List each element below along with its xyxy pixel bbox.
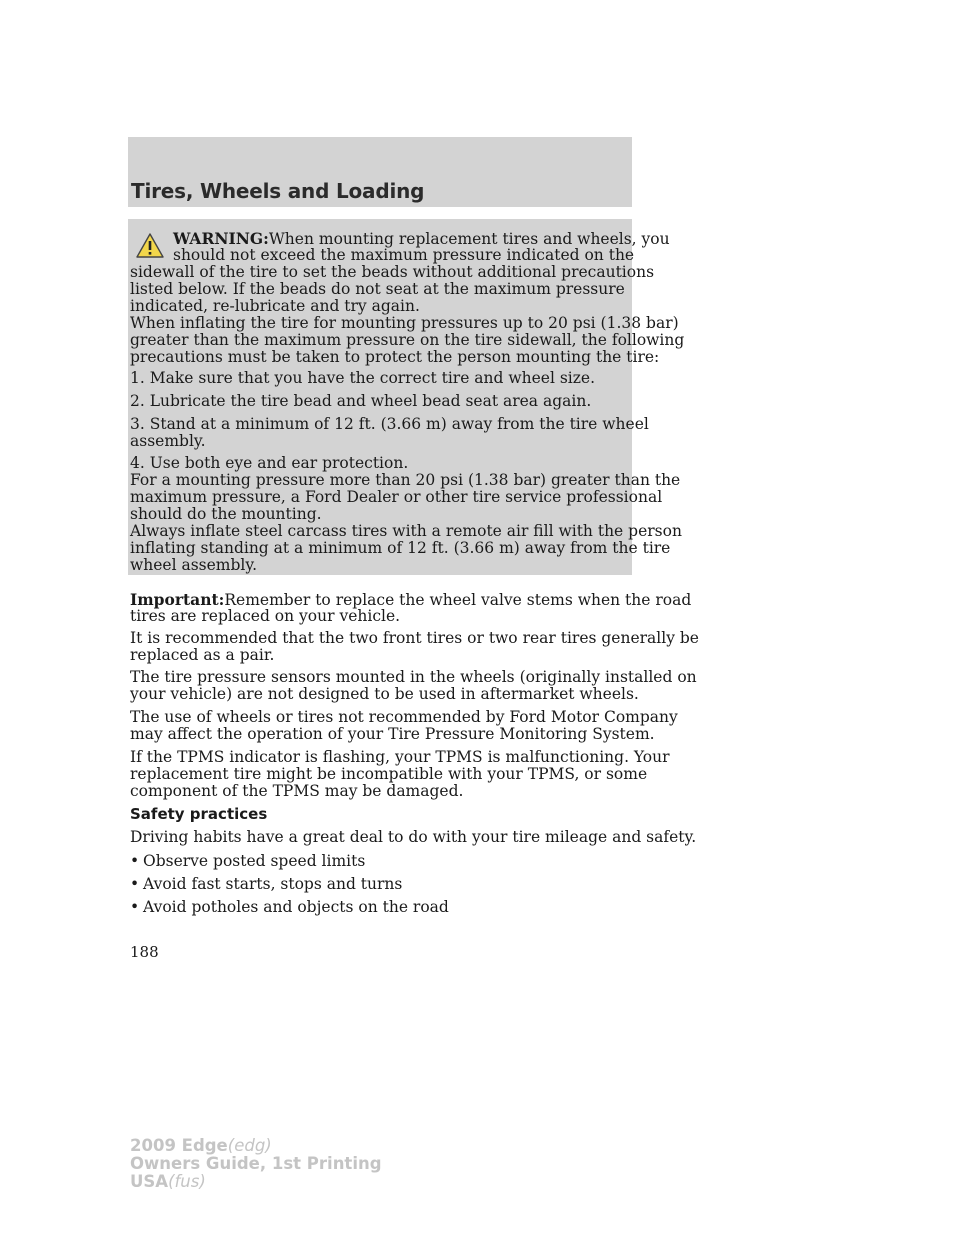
paragraph-4a: The use of wheels or tires not recommended by Ford Motor Company: [130, 708, 678, 726]
warning-steel-1: Always inflate steel carcass tires with a remote air fill with the person: [130, 522, 682, 540]
footer-line-1: 2009 Edge(edg): [130, 1136, 272, 1155]
footer-line-2: Owners Guide, 1st Printing: [130, 1154, 382, 1173]
bullet-glyph: •: [130, 875, 140, 893]
warning-step-1: 1. Make sure that you have the correct tire and wheel size.: [130, 369, 596, 387]
warning-line-6: When inflating the tire for mounting pressures up to 20 psi (1.38 bar): [130, 314, 679, 332]
warning-steel-2: inflating standing at a minimum of 12 ft. (3.66 m) away from the tire: [130, 539, 671, 557]
warning-line-4: listed below. If the beads do not seat at the maximum pressure: [130, 280, 625, 298]
bullet-item: Avoid fast starts, stops and turns: [143, 875, 403, 893]
page-number: 188: [130, 943, 159, 961]
warning-step-3a: 3. Stand at a minimum of 12 ft. (3.66 m) away from the tire wheel: [130, 415, 649, 433]
warning-triangle-icon: [135, 232, 165, 259]
paragraph-2a: It is recommended that the two front tires or two rear tires generally be: [130, 629, 699, 647]
warning-line-1: WARNING:When mounting replacement tires and wheels, you: [173, 229, 670, 248]
warning-line-3: sidewall of the tire to set the beads without additional precautions: [130, 263, 655, 281]
bullet-glyph: •: [130, 898, 140, 916]
paragraph-5a: If the TPMS indicator is flashing, your TPMS is malfunctioning. Your: [130, 748, 670, 766]
warning-more-2: maximum pressure, a Ford Dealer or other tire service professional: [130, 488, 663, 506]
print-footer: [130, 1137, 382, 1191]
warning-step-4: 4. Use both eye and ear protection.: [130, 454, 409, 472]
footer-line-3: USA(fus): [130, 1172, 206, 1191]
paragraph-5c: component of the TPMS may be damaged.: [130, 782, 464, 800]
bullet-item: Avoid potholes and objects on the road: [143, 898, 449, 916]
bullet-glyph: •: [130, 852, 140, 870]
warning-line-5: indicated, re-lubricate and try again.: [130, 297, 420, 315]
warning-line-7: greater than the maximum pressure on the tire sidewall, the following: [130, 331, 685, 349]
warning-step-3b: assembly.: [130, 432, 206, 450]
warning-more-1: For a mounting pressure more than 20 psi (1.38 bar) greater than the: [130, 471, 681, 489]
paragraph-2b: replaced as a pair.: [130, 646, 275, 664]
warning-step-2: 2. Lubricate the tire bead and wheel bead seat area again.: [130, 392, 592, 410]
important-label: Important:: [130, 590, 225, 609]
paragraph-5b: replacement tire might be incompatible with your TPMS, or some: [130, 765, 648, 783]
warning-more-3: should do the mounting.: [130, 505, 322, 523]
warning-label: WARNING:: [173, 229, 269, 248]
paragraph-4b: may affect the operation of your Tire Pressure Monitoring System.: [130, 725, 655, 743]
important-line-1: Important:Remember to replace the wheel valve stems when the road: [130, 590, 692, 609]
warning-steel-3: wheel assembly.: [130, 556, 258, 574]
warning-line-8: precautions must be taken to protect the person mounting the tire:: [130, 348, 660, 366]
page-header-title: Tires, Wheels and Loading: [131, 179, 425, 203]
paragraph-3a: The tire pressure sensors mounted in the wheels (originally installed on: [130, 668, 697, 686]
important-line-2: tires are replaced on your vehicle.: [130, 607, 401, 625]
paragraph-6: Driving habits have a great deal to do with your tire mileage and safety.: [130, 828, 697, 846]
bullet-item: Observe posted speed limits: [143, 852, 366, 870]
section-heading: Safety practices: [130, 805, 268, 823]
warning-line-2: should not exceed the maximum pressure indicated on the: [173, 246, 635, 264]
paragraph-3b: your vehicle) are not designed to be used in aftermarket wheels.: [130, 685, 639, 703]
